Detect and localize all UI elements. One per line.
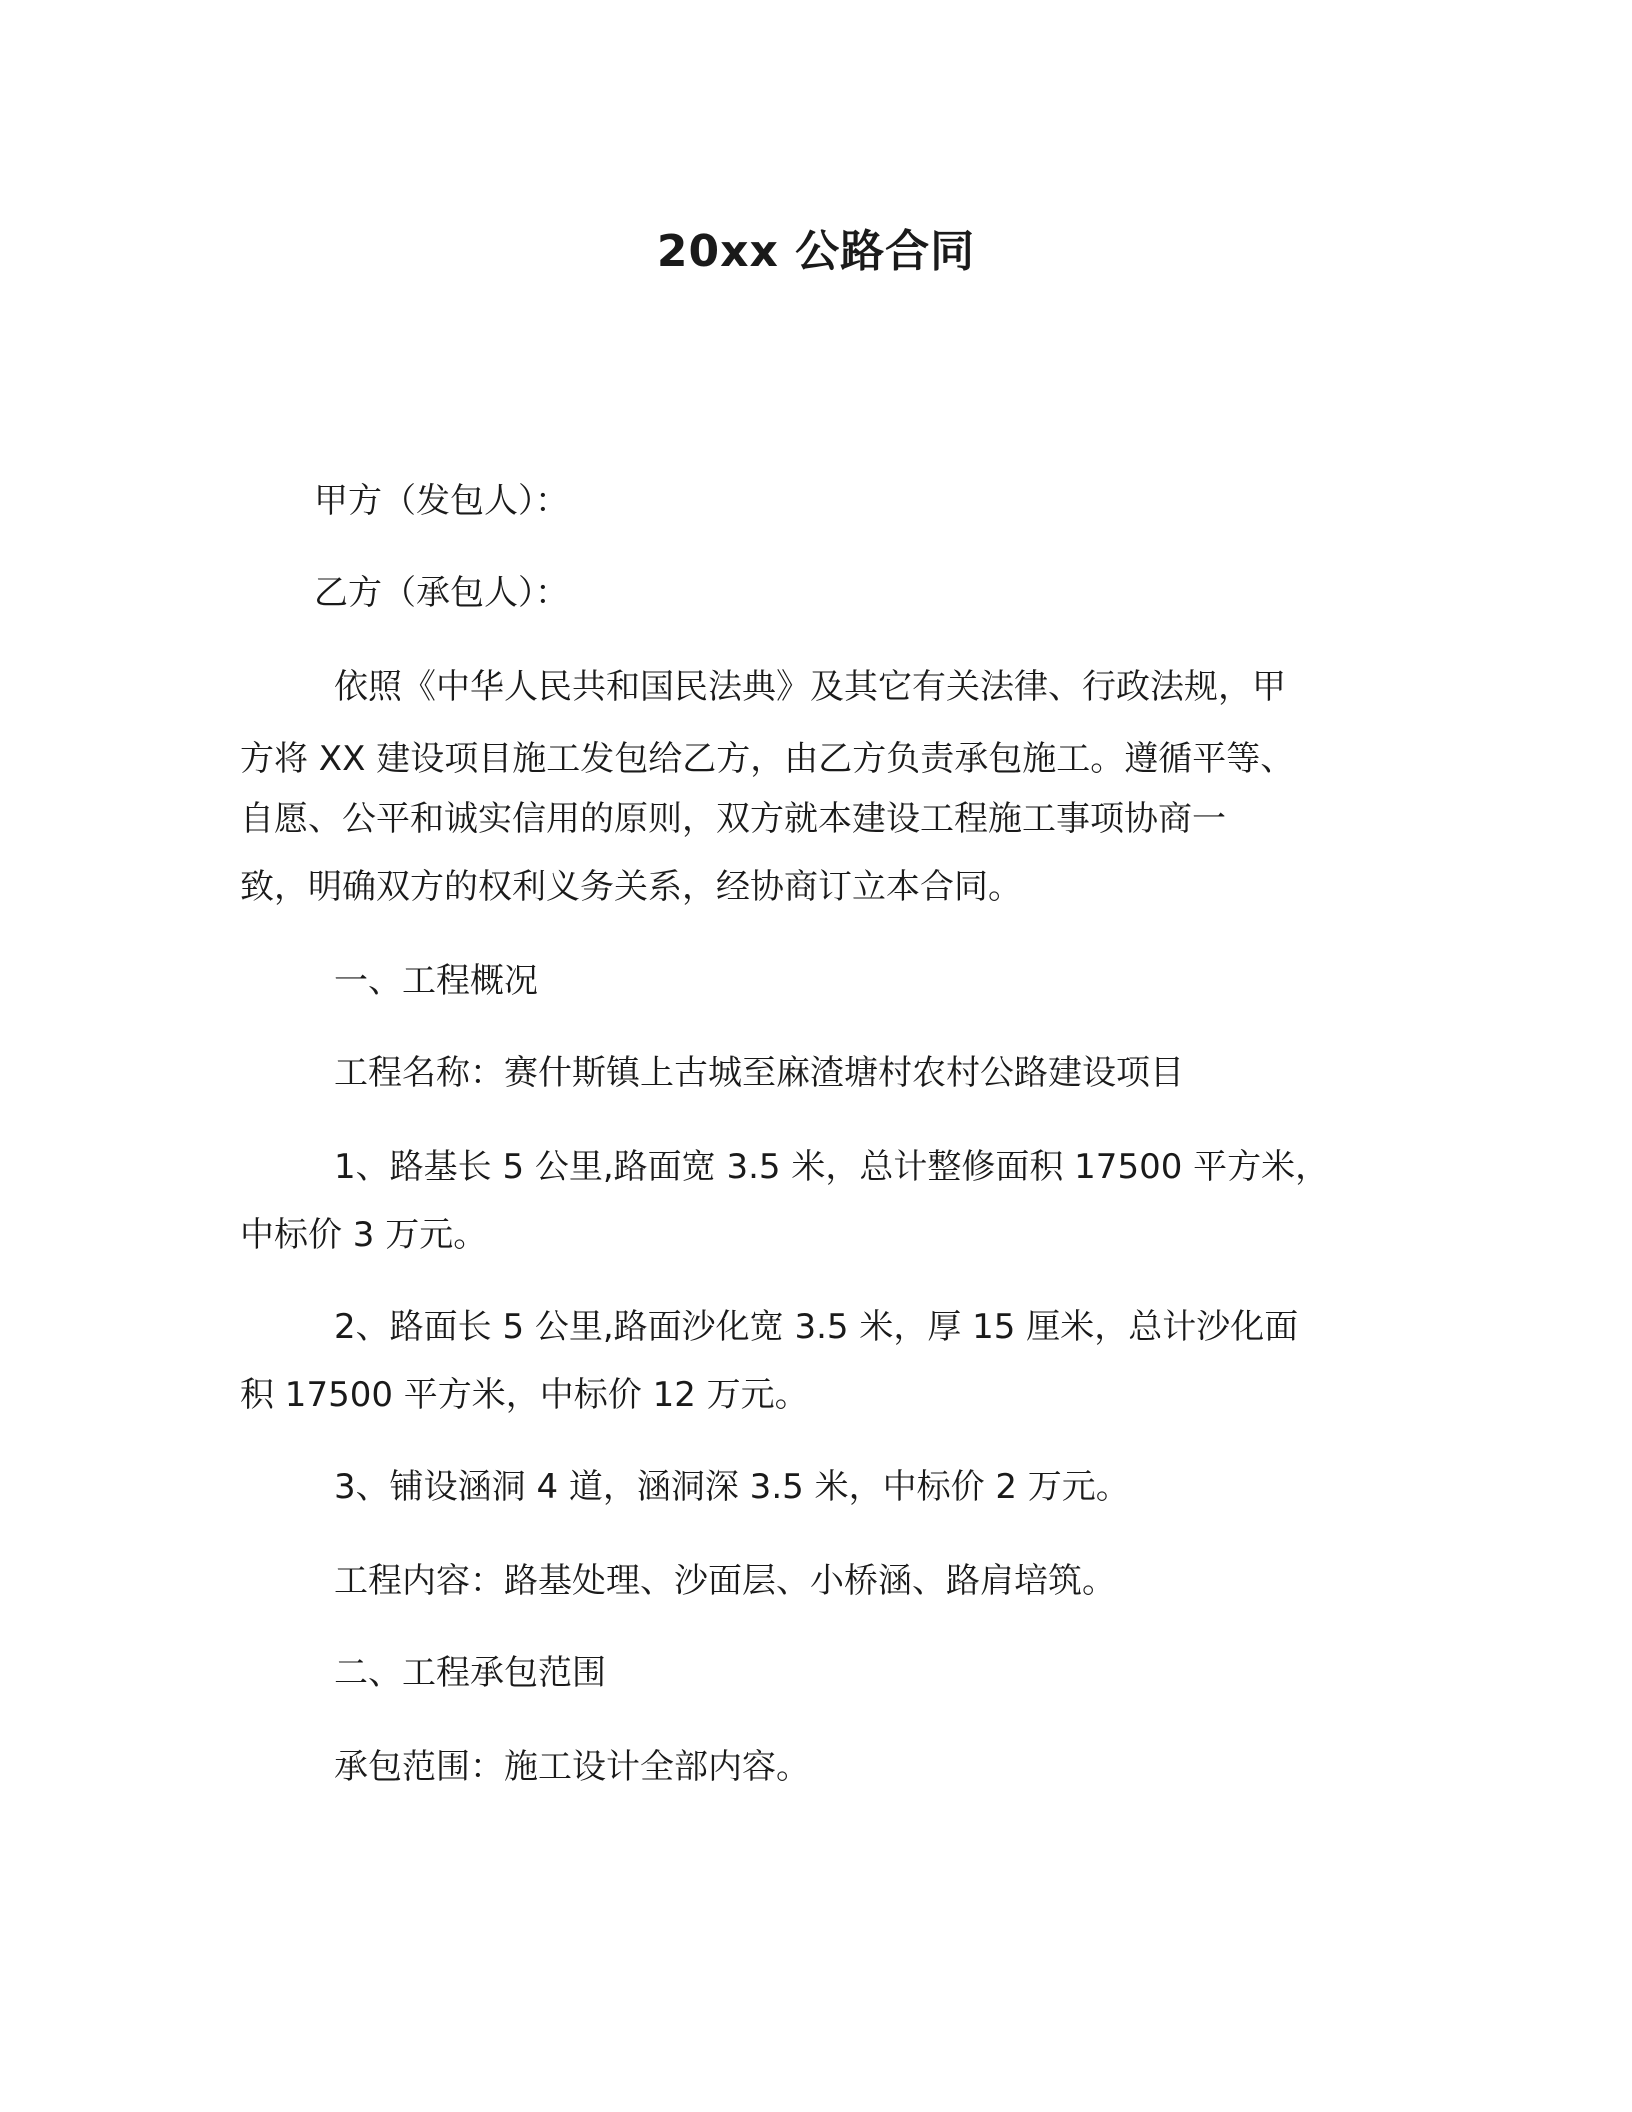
item-2-line-2: 积 17500 平方米，中标价 12 万元。 xyxy=(240,1375,809,1415)
project-content: 工程内容：路基处理、沙面层、小桥涵、路肩培筑。 xyxy=(334,1561,1116,1601)
item-3: 3、铺设涵洞 4 道，涵洞深 3.5 米，中标价 2 万元。 xyxy=(334,1467,1130,1507)
party-a-label: 甲方（发包人）： xyxy=(314,481,569,521)
section-heading-scope: 二、工程承包范围 xyxy=(334,1653,606,1693)
intro-line-4: 致，明确双方的权利义务关系，经协商订立本合同。 xyxy=(240,867,1022,907)
party-b-label: 乙方（承包人）： xyxy=(314,573,569,613)
project-name: 工程名称：赛什斯镇上古城至麻渣塘村农村公路建设项目 xyxy=(334,1053,1184,1093)
item-2-line-1: 2、路面长 5 公里,路面沙化宽 3.5 米，厚 15 厘米，总计沙化面 xyxy=(334,1307,1299,1347)
item-1-line-2: 中标价 3 万元。 xyxy=(240,1215,488,1255)
section-heading-overview: 一、工程概况 xyxy=(334,961,538,1001)
document-title: 20xx 公路合同 xyxy=(656,226,976,277)
item-1-line-1: 1、路基长 5 公里,路面宽 3.5 米，总计整修面积 17500 平方米， xyxy=(334,1147,1330,1187)
intro-line-2: 方将 XX 建设项目施工发包给乙方，由乙方负责承包施工。遵循平等、 xyxy=(240,739,1295,779)
intro-line-3: 自愿、公平和诚实信用的原则，双方就本建设工程施工事项协商一 xyxy=(240,799,1226,839)
intro-line-1: 依照《中华人民共和国民法典》及其它有关法律、行政法规，甲 xyxy=(334,667,1286,707)
scope-text: 承包范围：施工设计全部内容。 xyxy=(334,1747,810,1787)
